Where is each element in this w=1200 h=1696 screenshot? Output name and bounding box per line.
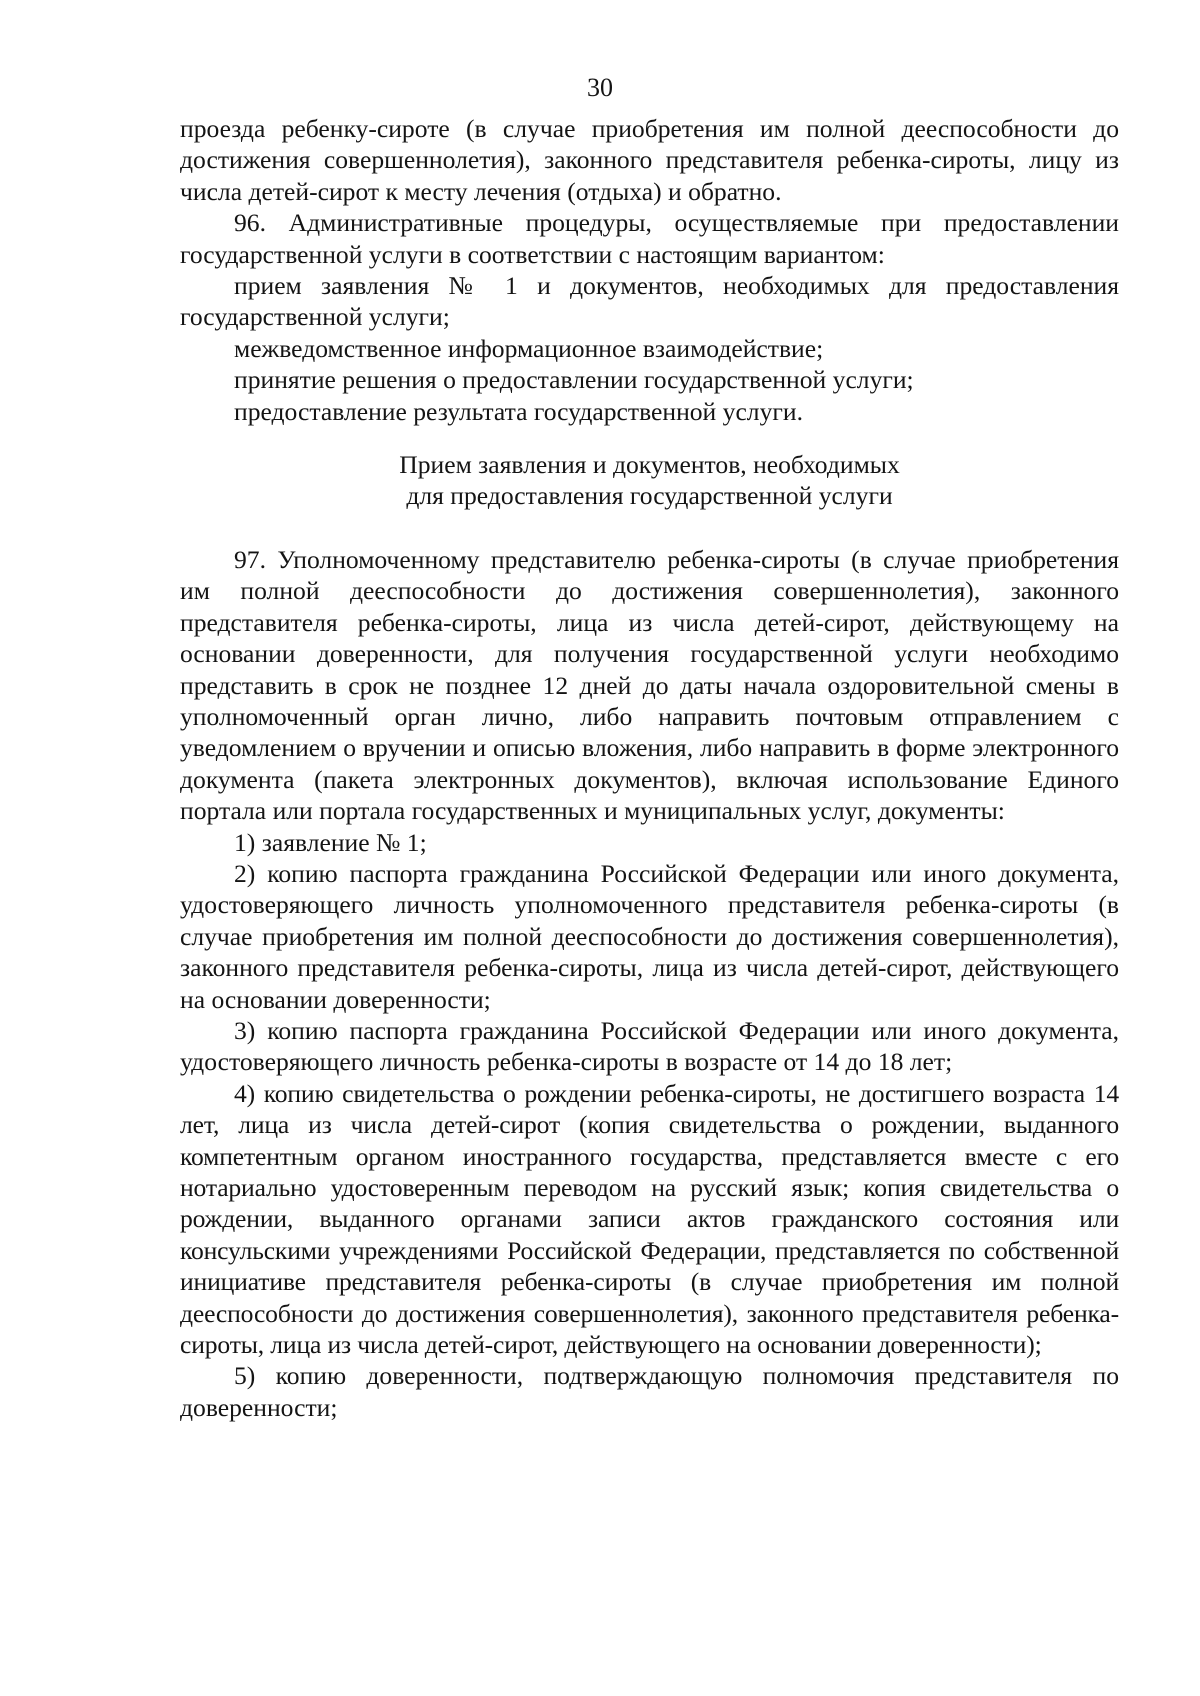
section-heading-line-2: для предоставления государственной услуги bbox=[406, 481, 893, 511]
page-number: 30 bbox=[587, 73, 613, 102]
paragraph-97-item-2: 2) копию паспорта гражданина Российской Федерации или иного документа, удостоверяющего личность уполномоченного представителя ребенка-сироты (в случае приобретения им полной дееспособности до достижения совершеннолетия), законного представителя ребенка-сироты, лица из числа детей-сирот, действующего на основании доверенности; bbox=[180, 858, 1119, 1014]
paragraph-97-item-5: 5) копию доверенности, подтверждающую полномочия представителя по доверенности; bbox=[180, 1361, 1119, 1422]
paragraph-97-item-4: 4) копию свидетельства о рождении ребенка-сироты, не достигшего возраста 14 лет, лица из числа детей-сирот (копия свидетельства о рождении, выданного компетентным органом иностранного государства, представляется вместе с его нотариально удостоверенным переводом на русский язык; копия свидетельства о рождении, выданного органами записи актов гражданского состояния или консульскими учреждениями Российской Федерации, представляется по собственной инициативе представителя ребенка-сироты (в случае приобретения им полной дееспособности до достижения совершеннолетия), законного представителя ребенка-сироты, лица из числа детей-сирот, действующего на основании доверенности); bbox=[180, 1078, 1119, 1360]
paragraph-96-item-1: прием заявления № 1 и документов, необходимых для предоставления государственной услуги; bbox=[180, 271, 1119, 332]
section-heading bbox=[180, 449, 1119, 512]
section-heading-line-1: Прием заявления и документов, необходимых bbox=[399, 450, 900, 480]
paragraph-continuation: проезда ребенку-сироте (в случае приобретения им полной дееспособности до достижения совершеннолетия), законного представителя ребенка-сироты, лицу из числа детей-сирот к месту лечения (отдыха) и обратно. bbox=[180, 114, 1119, 206]
document-body bbox=[180, 113, 1119, 1423]
paragraph-96-item-3: принятие решения о предоставлении государственной услуги; bbox=[234, 365, 914, 395]
paragraph-97-item-1: 1) заявление № 1; bbox=[234, 827, 427, 857]
paragraph-96-item-2: межведомственное информационное взаимодействие; bbox=[234, 333, 824, 363]
paragraph-97-item-3: 3) копию паспорта гражданина Российской Федерации или иного документа, удостоверяющего личность ребенка-сироты в возрасте от 14 до 18 лет; bbox=[180, 1015, 1119, 1077]
paragraph-96-item-4: предоставление результата государственной услуги. bbox=[234, 396, 803, 426]
paragraph-96: 96. Административные процедуры, осуществляемые при предоставлении государственной услуги в соответствии с настоящим вариантом: bbox=[180, 208, 1119, 269]
paragraph-97: 97. Уполномоченному представителю ребенка-сироты (в случае приобретения им полной дееспособности до достижения совершеннолетия), законного представителя ребенка-сироты, лица из числа детей-сирот, действующему на основании доверенности, для получения государственной услуги необходимо представить в срок не позднее 12 дней до даты начала оздоровительной смены в уполномоченный орган лично, либо направить почтовым отправлением с уведомлением о вручении и описью вложения, либо направить в форме электронного документа (пакета электронных документов), включая использование Единого портала или портала государственных и муниципальных услуг, документы: bbox=[180, 544, 1119, 826]
